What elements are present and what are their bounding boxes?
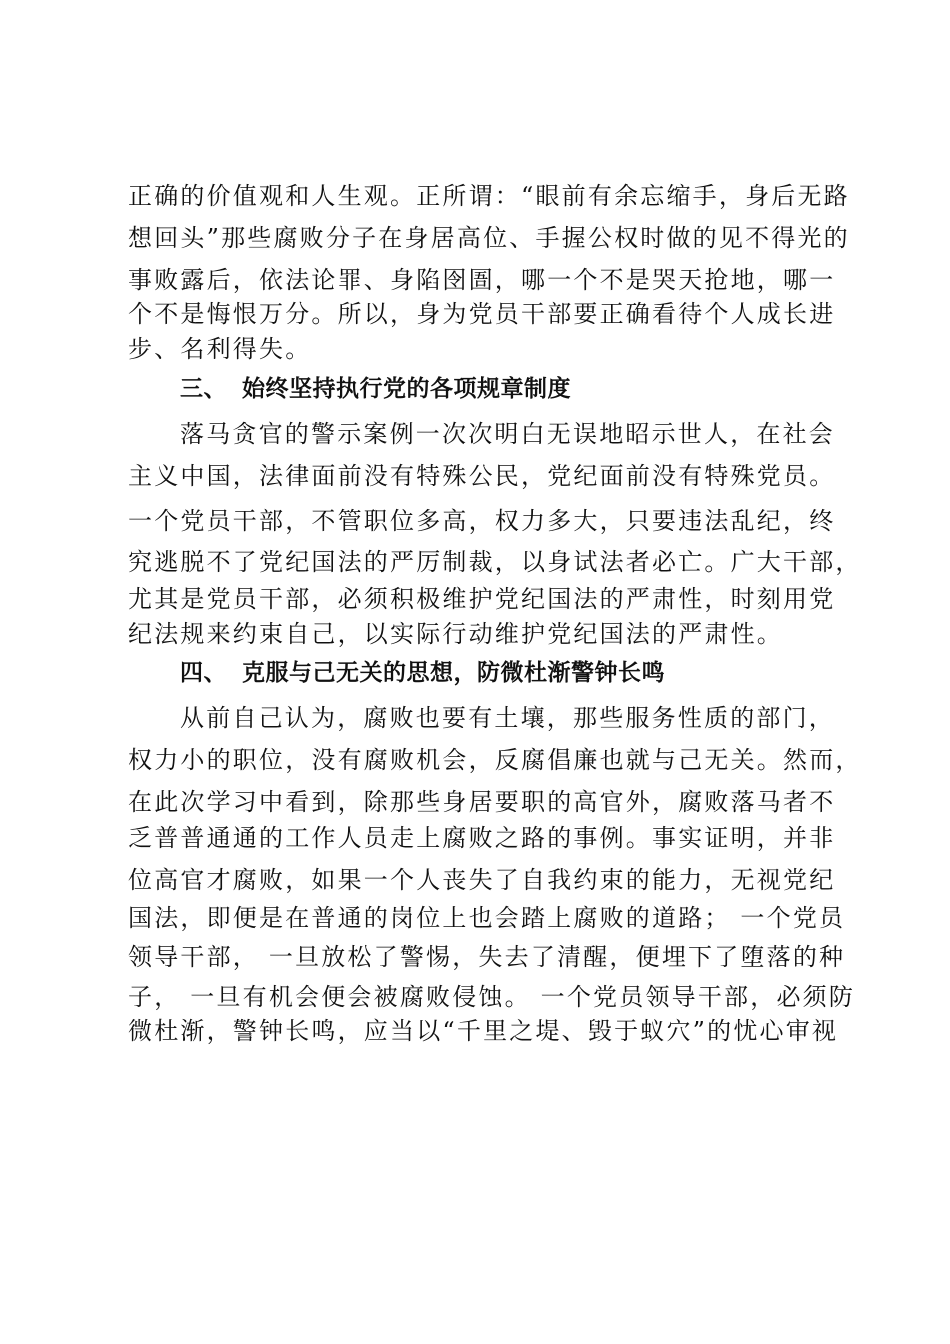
paragraph-3-line-3: 在此次学习中看到，除那些身居要职的高官外，腐败落马者不 xyxy=(128,788,836,816)
paragraph-1-line-1: 正确的价值观和人生观。正所谓：“眼前有余忘缩手，身后无路 xyxy=(128,182,850,210)
paragraph-1-line-3: 事败露后，依法论罪、身陷囹圄，哪一个不是哭天抢地，哪一 xyxy=(128,266,836,294)
paragraph-3-line-1: 从前自己认为，腐败也要有土壤，那些服务性质的部门， xyxy=(180,704,835,732)
paragraph-2-line-4: 究逃脱不了党纪国法的严厉制裁，以身试法者必亡。广大干部， xyxy=(128,548,862,576)
paragraph-3-line-9: 微杜渐，警钟长鸣，应当以“千里之堤、毁于蚁穴”的忧心审视 xyxy=(128,1017,839,1045)
paragraph-3-line-8: 子， 一旦有机会便会被腐败侵蚀。 一个党员领导干部，必须防 xyxy=(128,983,856,1011)
section-heading-4-title: 克服与己无关的思想，防微杜渐警钟长鸣 xyxy=(242,660,665,686)
paragraph-3-line-2: 权力小的职位，没有腐败机会，反腐倡廉也就与己无关。然而， xyxy=(128,746,862,774)
section-heading-3-title: 始终坚持执行党的各项规章制度 xyxy=(242,376,571,402)
paragraph-2-line-6: 纪法规来约束自己，以实际行动维护党纪国法的严肃性。 xyxy=(128,620,783,648)
paragraph-3-line-6: 国法，即便是在普通的岗位上也会踏上腐败的道路； 一个党员 xyxy=(128,904,846,932)
paragraph-2-line-3: 一个党员干部，不管职位多高，权力多大，只要违法乱纪，终 xyxy=(128,507,836,535)
paragraph-2-line-1: 落马贪官的警示案例一次次明白无误地昭示世人，在社会 xyxy=(180,420,835,448)
section-heading-4-number: 四、 xyxy=(180,660,227,686)
section-heading-3-number: 三、 xyxy=(180,376,227,402)
paragraph-2-line-5: 尤其是党员干部，必须积极维护党纪国法的严肃性，时刻用党 xyxy=(128,585,836,613)
paragraph-1-line-5: 步、名利得失。 xyxy=(128,335,312,363)
section-heading-3 xyxy=(180,373,880,405)
paragraph-2-line-2: 主义中国，法律面前没有特殊公民，党纪面前没有特殊党员。 xyxy=(128,462,836,490)
paragraph-1-line-2: 想回头”那些腐败分子在身居高位、手握公权时做的见不得光的 xyxy=(128,224,850,252)
section-heading-4 xyxy=(180,657,880,689)
paragraph-3-line-7: 领导干部， 一旦放松了警惕，失去了清醒，便埋下了堕落的种 xyxy=(128,943,846,971)
paragraph-3-line-5: 位高官才腐败，如果一个人丧失了自我约束的能力，无视党纪 xyxy=(128,866,836,894)
paragraph-3-line-4: 乏普普通通的工作人员走上腐败之路的事例。事实证明，并非 xyxy=(128,824,836,852)
paragraph-1-line-4: 个不是悔恨万分。所以，身为党员干部要正确看待个人成长进 xyxy=(128,300,836,328)
